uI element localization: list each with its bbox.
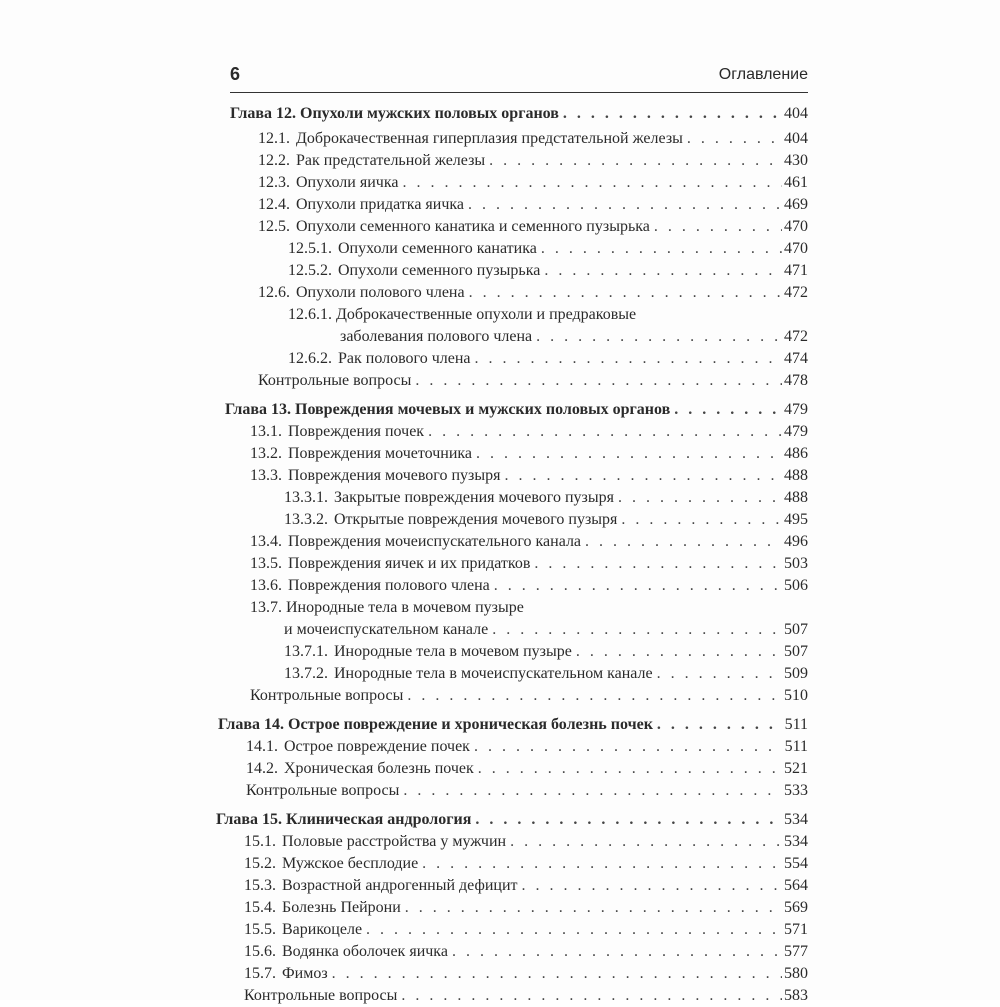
- toc-questions-13[interactable]: Контрольные вопросы . . . 510: [250, 685, 808, 707]
- header-rule: [230, 92, 808, 93]
- toc-chapter-14[interactable]: Глава 14. Острое повреждение и хроническая болезнь почек . . . 511: [218, 714, 808, 736]
- toc-entry-12-5[interactable]: 12.5. Опухоли семенного канатика и семенного пузырька . . . 470: [258, 216, 808, 238]
- toc-entry-12-5-1[interactable]: 12.5.1. Опухоли семенного канатика . . . 470: [288, 238, 808, 260]
- toc-entry-13-7-line2[interactable]: и мочеиспускательном канале . . . 507: [284, 619, 808, 641]
- toc-entry-13-5[interactable]: 13.5. Повреждения яичек и их придатков . . . 503: [250, 553, 808, 575]
- toc-entry-12-6[interactable]: 12.6. Опухоли полового члена . . . 472: [258, 282, 808, 304]
- toc-entry-13-6[interactable]: 13.6. Повреждения полового члена . . . 506: [250, 575, 808, 597]
- toc-entry-13-4[interactable]: 13.4. Повреждения мочеиспускательного канала . . . 496: [250, 531, 808, 553]
- toc-entry-15-7[interactable]: 15.7. Фимоз . . . 580: [244, 963, 808, 985]
- toc-chapter-12[interactable]: Глава 12. Опухоли мужских половых органов . . . 404: [230, 103, 808, 125]
- toc-entry-12-6-2[interactable]: 12.6.2. Рак полового члена . . . 474: [288, 348, 808, 370]
- toc-questions-15[interactable]: Контрольные вопросы . . . 583: [244, 985, 808, 1007]
- toc-entry-13-3-1[interactable]: 13.3.1. Закрытые повреждения мочевого пузыря . . . 488: [284, 487, 808, 509]
- toc-entry-12-5-2[interactable]: 12.5.2. Опухоли семенного пузырька . . . 471: [288, 260, 808, 282]
- page-header: [230, 64, 808, 92]
- toc-questions-12[interactable]: Контрольные вопросы . . . 478: [258, 370, 808, 392]
- toc-entry-12-4[interactable]: 12.4. Опухоли придатка яичка . . . 469: [258, 194, 808, 216]
- toc-entry-12-1[interactable]: 12.1. Доброкачественная гиперплазия предстательной железы . . . 404: [258, 128, 808, 150]
- toc-chapter-13[interactable]: Глава 13. Повреждения мочевых и мужских половых органов . . . 479: [225, 399, 808, 421]
- toc-entry-15-2[interactable]: 15.2. Мужское бесплодие . . . 554: [244, 853, 808, 875]
- toc-entry-13-2[interactable]: 13.2. Повреждения мочеточника . . . 486: [250, 443, 808, 465]
- toc-entry-13-3[interactable]: 13.3. Повреждения мочевого пузыря . . . 488: [250, 465, 808, 487]
- toc-entry-12-3[interactable]: 12.3. Опухоли яичка . . . 461: [258, 172, 808, 194]
- toc-entry-13-3-2[interactable]: 13.3.2. Открытые повреждения мочевого пузыря . . . 495: [284, 509, 808, 531]
- toc-entry-15-3[interactable]: 15.3. Возрастной андрогенный дефицит . . . 564: [244, 875, 808, 897]
- toc-entry-15-6[interactable]: 15.6. Водянка оболочек яичка . . . 577: [244, 941, 808, 963]
- toc-entry-15-4[interactable]: 15.4. Болезнь Пейрони . . . 569: [244, 897, 808, 919]
- toc-entry-15-5[interactable]: 15.5. Варикоцеле . . . 571: [244, 919, 808, 941]
- toc-entry-13-7-2[interactable]: 13.7.2. Инородные тела в мочеиспускательном канале . . . 509: [284, 663, 808, 685]
- running-head: Оглавление: [718, 66, 808, 83]
- toc-entry-13-1[interactable]: 13.1. Повреждения почек . . . 479: [250, 421, 808, 443]
- toc-questions-14[interactable]: Контрольные вопросы . . . 533: [246, 780, 808, 802]
- toc-chapter-15[interactable]: Глава 15. Клиническая андрология . . . 534: [216, 809, 808, 831]
- toc-entry-14-2[interactable]: 14.2. Хроническая болезнь почек . . . 521: [246, 758, 808, 780]
- toc-entry-12-6-1-line2[interactable]: заболевания полового члена . . . 472: [340, 326, 808, 348]
- toc-entry-12-2[interactable]: 12.2. Рак предстательной железы . . . 430: [258, 150, 808, 172]
- toc-entry-13-7-line1[interactable]: 13.7. Инородные тела в мочевом пузыре: [250, 599, 524, 616]
- toc-entry-12-6-1-line1[interactable]: 12.6.1. Доброкачественные опухоли и предраковые: [288, 306, 637, 323]
- toc-entry-13-7-1[interactable]: 13.7.1. Инородные тела в мочевом пузыре . . . 507: [284, 641, 808, 663]
- page-number: 6: [230, 64, 241, 84]
- toc-entry-15-1[interactable]: 15.1. Половые расстройства у мужчин . . . 534: [244, 831, 808, 853]
- toc-entry-14-1[interactable]: 14.1. Острое повреждение почек . . . 511: [246, 736, 808, 758]
